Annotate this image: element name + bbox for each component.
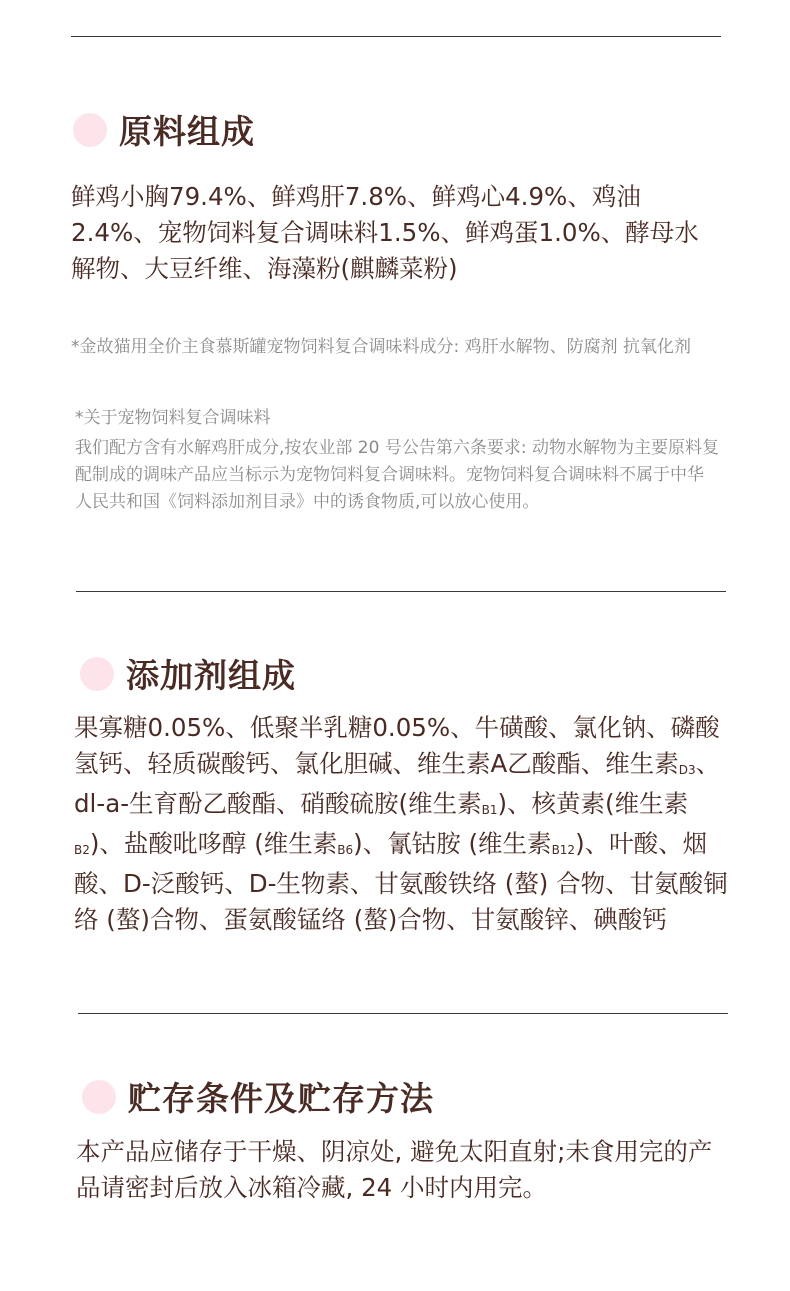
subscript-d3: D3 bbox=[678, 763, 696, 777]
additives-text: )、核黄素(维生素 bbox=[497, 789, 689, 818]
pink-dot-icon bbox=[73, 113, 107, 147]
additives-title: 添加剂组成 bbox=[126, 656, 296, 695]
additives-text: )、盐酸吡哆醇 (维生素 bbox=[89, 829, 338, 858]
middle-divider-1 bbox=[76, 591, 726, 592]
middle-divider-2 bbox=[78, 1013, 728, 1014]
subscript-b12: B12 bbox=[551, 843, 576, 857]
ingredients-note-2-body: 我们配方含有水解鸡肝成分,按农业部 20 号公告第六条要求: 动物水解物为主要原料复配制成的调味产品应当标示为宠物饲料复合调味料。宠物饲料复合调味料不属于中华人民共和国《饲料添加剂目录》中的诱食物质,可以放心使用。 bbox=[75, 438, 719, 512]
ingredients-header bbox=[73, 106, 255, 153]
pink-dot-icon bbox=[82, 1080, 116, 1114]
additives-text: )、氰钴胺 (维生素 bbox=[353, 829, 552, 858]
ingredients-note-1: *金故猫用全价主食慕斯罐宠物饲料复合调味料成分: 鸡肝水解物、防腐剂 抗氧化剂 bbox=[71, 337, 692, 357]
subscript-b6: B6 bbox=[337, 843, 354, 857]
additives-body bbox=[74, 710, 734, 938]
storage-header bbox=[82, 1073, 434, 1120]
additives-text: 果寡糖0.05%、低聚半乳糖0.05%、牛磺酸、氯化钠、磷酸氢钙、轻质碳酸钙、氯化胆碱、维生素A乙酸酯、维生素 bbox=[74, 713, 720, 778]
ingredients-body: 鲜鸡小胸79.4%、鲜鸡肝7.8%、鲜鸡心4.9%、鸡油2.4%、宠物饲料复合调味料1.5%、鲜鸡蛋1.0%、酵母水解物、大豆纤维、海藻粉(麒麟菜粉) bbox=[71, 182, 699, 283]
ingredients-note-2-title: *关于宠物饲料复合调味料 bbox=[75, 408, 271, 428]
subscript-b1: B1 bbox=[481, 803, 498, 817]
pink-dot-icon bbox=[80, 657, 114, 691]
additives-text: )、叶酸、烟酸、D-泛酸钙、D-生物素、甘氨酸铁络 (螯) 合物、甘氨酸铜络 (螯)合物、蛋氨酸锰络 (螯)合物、甘氨酸锌、碘酸钙 bbox=[74, 829, 728, 934]
additives-text: 、dl-a-生育酚乙酸酯、硝酸硫胺(维生素 bbox=[74, 749, 721, 818]
ingredients-title: 原料组成 bbox=[119, 112, 255, 151]
storage-title: 贮存条件及贮存方法 bbox=[128, 1079, 434, 1118]
top-divider bbox=[71, 36, 721, 37]
storage-body: 本产品应储存于干燥、阴凉处, 避免太阳直射;未食用完的产品请密封后放入冰箱冷藏, 24 小时内用完。 bbox=[76, 1137, 713, 1202]
additives-header bbox=[80, 650, 296, 697]
subscript-b2: B2 bbox=[74, 843, 90, 857]
